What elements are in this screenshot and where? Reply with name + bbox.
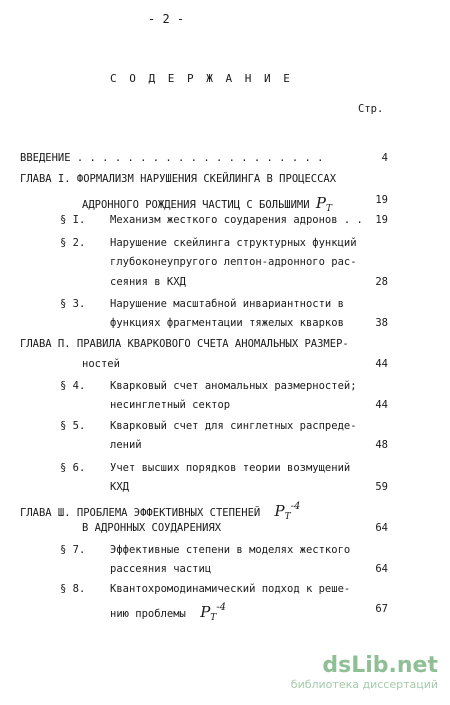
- section-2-title-end: сеяния в КХД: [110, 276, 186, 288]
- chapter-3-page: 64: [375, 522, 388, 534]
- toc-title: С О Д Е Р Ж А Н И Е: [110, 72, 293, 85]
- section-7-title-cont: рассеяния частиц: [110, 563, 212, 575]
- pt-exponent: -4: [216, 602, 227, 613]
- section-2-title: Нарушение скейлинга структурных функций: [110, 237, 357, 249]
- pt-p: P: [315, 194, 326, 212]
- page-number: - 2 -: [148, 12, 185, 26]
- pt-p: P: [274, 502, 285, 520]
- chapter-2-title-cont: ностей: [82, 358, 120, 370]
- section-7-num: § 7.: [60, 544, 86, 556]
- watermark-subtitle: библиотека диссертаций: [290, 678, 438, 691]
- section-2-num: § 2.: [60, 237, 86, 249]
- chapter-1-title-text: АДРОННОГО РОЖДЕНИЯ ЧАСТИЦ С БОЛЬШИМИ: [82, 199, 310, 211]
- section-5-page: 48: [375, 439, 388, 451]
- section-3-title: Нарушение масштабной инвариантности в: [110, 298, 344, 310]
- section-6-title: Учет высших порядков теории возмущений: [110, 462, 351, 474]
- section-7-title: Эффективные степени в моделях жесткого: [110, 544, 351, 556]
- chapter-2-page: 44: [375, 358, 388, 370]
- toc-intro-page: 4: [381, 152, 388, 164]
- chapter-1-title-cont: [82, 194, 332, 212]
- section-5-title: Кварковый счет для синглетных распреде-: [110, 420, 357, 432]
- section-4-page: 44: [375, 399, 388, 411]
- section-8-title: Квантохромодинамический подход к реше-: [110, 583, 351, 595]
- section-8-page: 67: [375, 603, 388, 615]
- section-3-page: 38: [375, 317, 388, 329]
- pt-t: T: [326, 204, 333, 214]
- section-1-title: Механизм жесткого соударения адронов . .: [110, 214, 363, 226]
- section-4-num: § 4.: [60, 380, 86, 392]
- pt-t: T: [284, 512, 291, 522]
- section-6-num: § 6.: [60, 462, 86, 474]
- pt-t: T: [210, 613, 217, 623]
- section-1-num: § I.: [60, 214, 86, 226]
- section-3-title-cont: функциях фрагментации тяжелых кварков: [110, 317, 344, 329]
- section-2-page: 28: [375, 276, 388, 288]
- pt-symbol: [316, 194, 332, 212]
- section-8-title-cont: нию проблемы: [110, 608, 186, 620]
- chapter-1-title: ГЛАВА I. ФОРМАЛИЗМ НАРУШЕНИЯ СКЕЙЛИНГА В ПРОЦЕССАХ: [20, 173, 337, 185]
- chapter-3-title-cont: В АДРОННЫХ СОУДАРЕНИЯХ: [82, 522, 222, 534]
- page-column-header: Стр.: [358, 103, 384, 115]
- section-3-num: § 3.: [60, 298, 86, 310]
- pt-p: P: [200, 603, 211, 621]
- section-1-page: 19: [375, 214, 388, 226]
- section-2-title-cont: глубоконеупругого лептон-адронного рас-: [110, 256, 357, 268]
- watermark-logo: dsLib.net: [322, 653, 438, 678]
- chapter-2-title: ГЛАВА П. ПРАВИЛА КВАРКОВОГО СЧЕТА АНОМАЛЬНЫХ РАЗМЕР-: [20, 338, 349, 350]
- section-5-title-cont: лений: [110, 439, 142, 451]
- section-4-title: Кварковый счет аномальных размерностей;: [110, 380, 357, 392]
- watermark: [291, 653, 438, 691]
- pt-minus4-symbol-2: [200, 603, 226, 621]
- chapter-3-title-line: [20, 502, 300, 520]
- section-6-title-cont: КХД: [110, 481, 129, 493]
- chapter-1-page: 19: [375, 194, 388, 206]
- toc-intro-title: ВВЕДЕНИЕ . . . . . . . . . . . . . . . . . . . .: [20, 152, 324, 164]
- section-8-title-cont-line: [110, 603, 226, 621]
- chapter-3-title: ГЛАВА Ш. ПРОБЛЕМА ЭФФЕКТИВНЫХ СТЕПЕНЕЙ: [20, 507, 261, 519]
- section-7-page: 64: [375, 563, 388, 575]
- section-4-title-cont: несинглетный сектор: [110, 399, 231, 411]
- section-8-num: § 8.: [60, 583, 86, 595]
- pt-exponent: -4: [290, 501, 301, 512]
- section-6-page: 59: [375, 481, 388, 493]
- pt-minus4-symbol: [275, 502, 301, 520]
- section-5-num: § 5.: [60, 420, 86, 432]
